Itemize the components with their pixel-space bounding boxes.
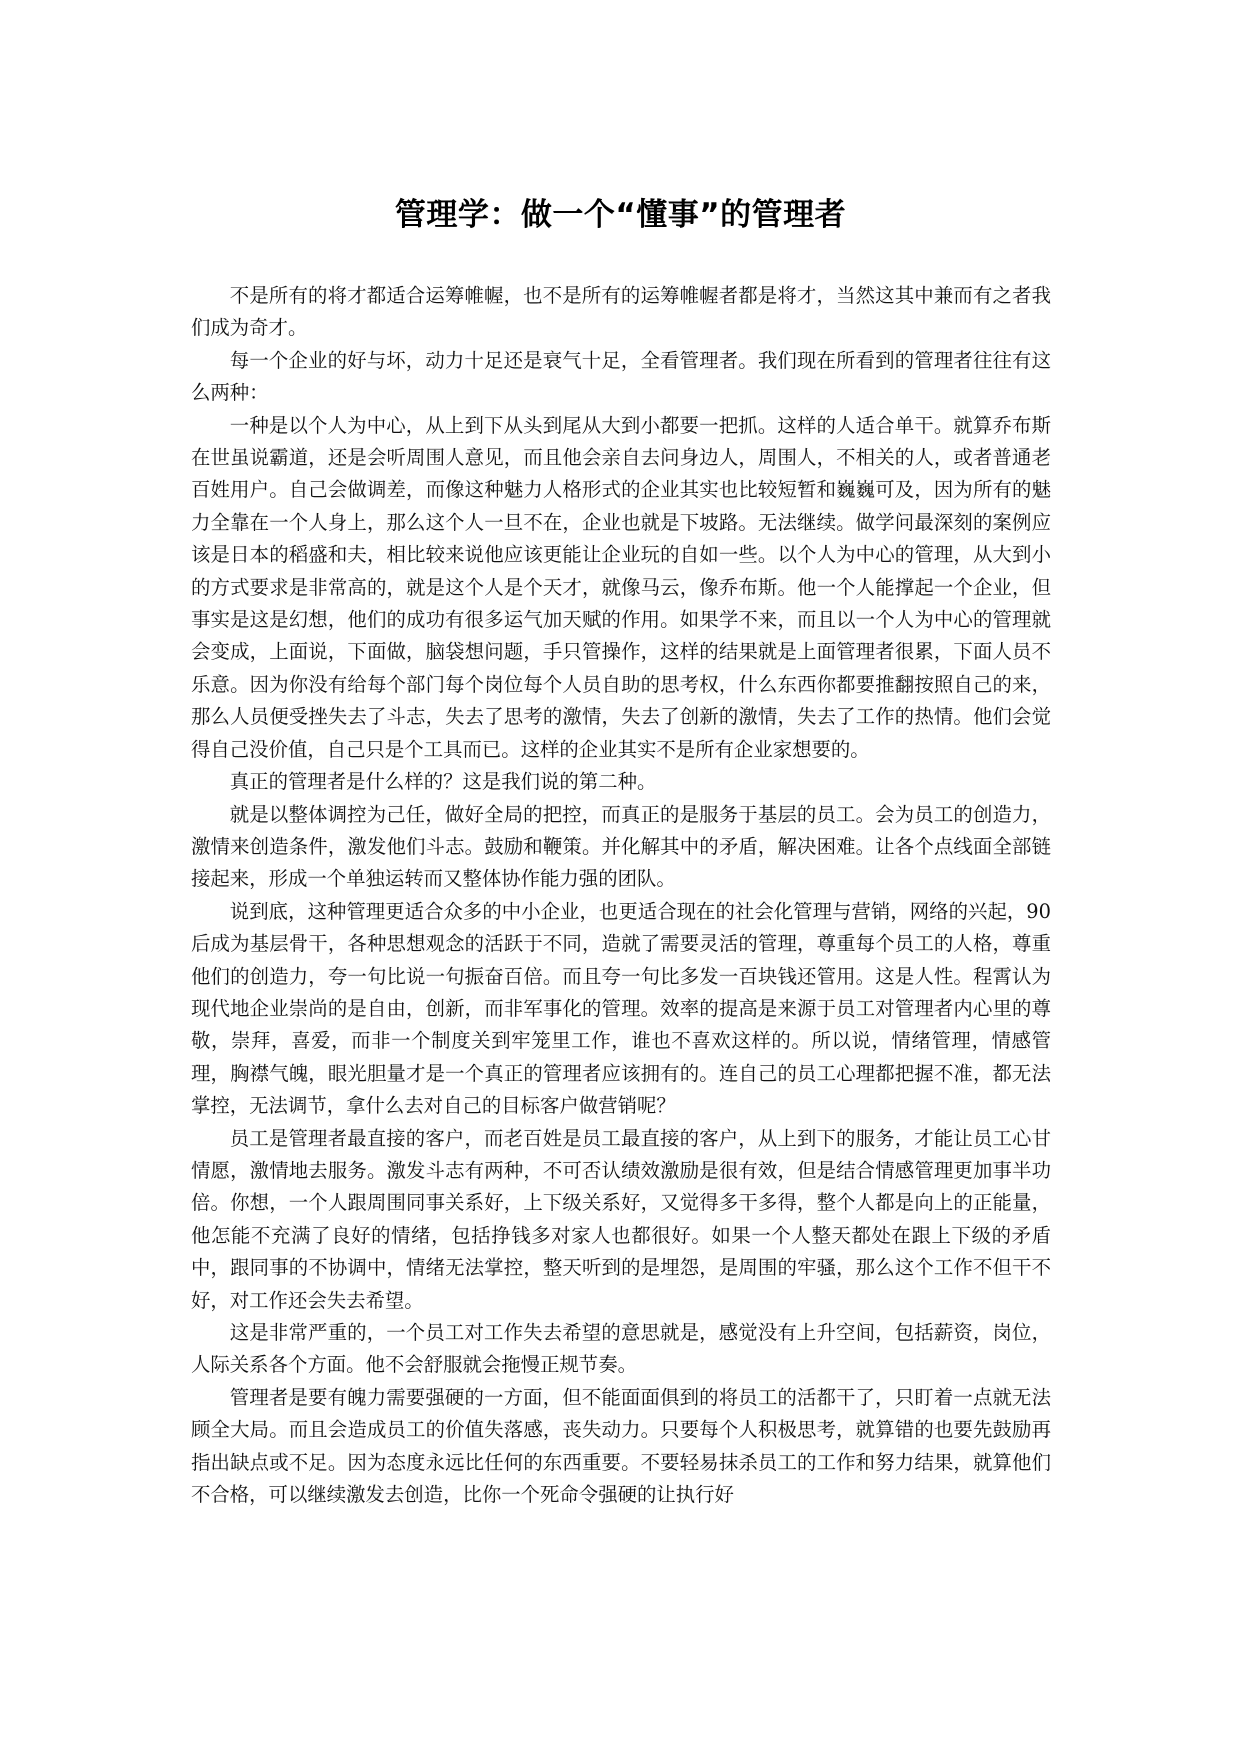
paragraph: 这是非常严重的，一个员工对工作失去希望的意思就是，感觉没有上升空间，包括薪资，岗位，人际关系各个方面。他不会舒服就会拖慢正规节奏。	[191, 1321, 1051, 1377]
document-title: 管理学：做一个“懂事”的管理者	[394, 197, 847, 233]
paragraph: 说到底，这种管理更适合众多的中小企业，也更适合现在的社会化管理与营销，网络的兴起，90后成为基层骨干，各种思想观念的活跃于不同，造就了需要灵活的管理，尊重每个员工的人格，尊重他们的创造力，夸一句比说一句振奋百倍。而且夸一句比多发一百块钱还管用。这是人性。程霄认为现代地企业崇尚的是自由，创新，而非军事化的管理。效率的提高是来源于员工对管理者内心里的尊敬，崇拜，喜爱，而非一个制度关到牢笼里工作，谁也不喜欢这样的。所以说，情绪管理，情感管理，胸襟气魄，眼光胆量才是一个真正的管理者应该拥有的。连自己的员工心理都把握不准，都无法掌控，无法调节，拿什么去对自己的目标客户做营销呢？	[191, 899, 1051, 1118]
paragraph: 一种是以个人为中心，从上到下从头到尾从大到小都要一把抓。这样的人适合单干。就算乔布斯在世虽说霸道，还是会听周围人意见，而且他会亲自去问身边人，周围人，不相关的人，或者普通老百姓用户。自己会做调差，而像这种魅力人格形式的企业其实也比较短暂和巍巍可及，因为所有的魅力全靠在一个人身上，那么这个人一旦不在，企业也就是下坡路。无法继续。做学问最深刻的案例应该是日本的稻盛和夫，相比较来说他应该更能让企业玩的自如一些。以个人为中心的管理，从大到小的方式要求是非常高的，就是这个人是个天才，就像马云，像乔布斯。他一个人能撑起一个企业，但事实是这是幻想，他们的成功有很多运气加天赋的作用。如果学不来，而且以一个人为中心的管理就会变成，上面说，下面做，脑袋想问题，手只管操作，这样的结果就是上面管理者很累，下面人员不乐意。因为你没有给每个部门每个岗位每个人员自助的思考权，什么东西你都要推翻按照自己的来，那么人员便受挫失去了斗志，失去了思考的激情，失去了创新的激情，失去了工作的热情。他们会觉得自己没价值，自己只是个工具而已。这样的企业其实不是所有企业家想要的。	[191, 413, 1051, 761]
paragraph: 真正的管理者是什么样的？这是我们说的第二种。	[229, 770, 657, 794]
paragraph: 不是所有的将才都适合运筹帷幄，也不是所有的运筹帷幄者都是将才，当然这其中兼而有之者我们成为奇才。	[191, 284, 1051, 340]
paragraph: 每一个企业的好与坏，动力十足还是衰气十足，全看管理者。我们现在所看到的管理者往往有这么两种：	[191, 348, 1051, 405]
paragraph: 管理者是要有魄力需要强硬的一方面，但不能面面俱到的将员工的活都干了，只盯着一点就无法顾全大局。而且会造成员工的价值失落感，丧失动力。只要每个人积极思考，就算错的也要先鼓励再指出缺点或不足。因为态度永远比任何的东西重要。不要轻易抹杀员工的工作和努力结果，就算他们不合格，可以继续激发去创造，比你一个死命令强硬的让执行好	[191, 1385, 1051, 1507]
paragraph: 就是以整体调控为己任，做好全局的把控，而真正的是服务于基层的员工。会为员工的创造力，激情来创造条件，激发他们斗志。鼓励和鞭策。并化解其中的矛盾，解决困难。让各个点线面全部链接起来，形成一个单独运转而又整体协作能力强的团队。	[191, 802, 1051, 891]
document-body	[191, 280, 1051, 1511]
paragraph: 员工是管理者最直接的客户，而老百姓是员工最直接的客户，从上到下的服务，才能让员工心甘情愿，激情地去服务。激发斗志有两种，不可否认绩效激励是很有效，但是结合情感管理更加事半功倍。你想，一个人跟周围同事关系好，上下级关系好，又觉得多干多得，整个人都是向上的正能量，他怎能不充满了良好的情绪，包括挣钱多对家人也都很好。如果一个人整天都处在跟上下级的矛盾中，跟同事的不协调中，情绪无法掌控，整天听到的是埋怨，是周围的牢骚，那么这个工作不但干不好，对工作还会失去希望。	[191, 1126, 1051, 1312]
